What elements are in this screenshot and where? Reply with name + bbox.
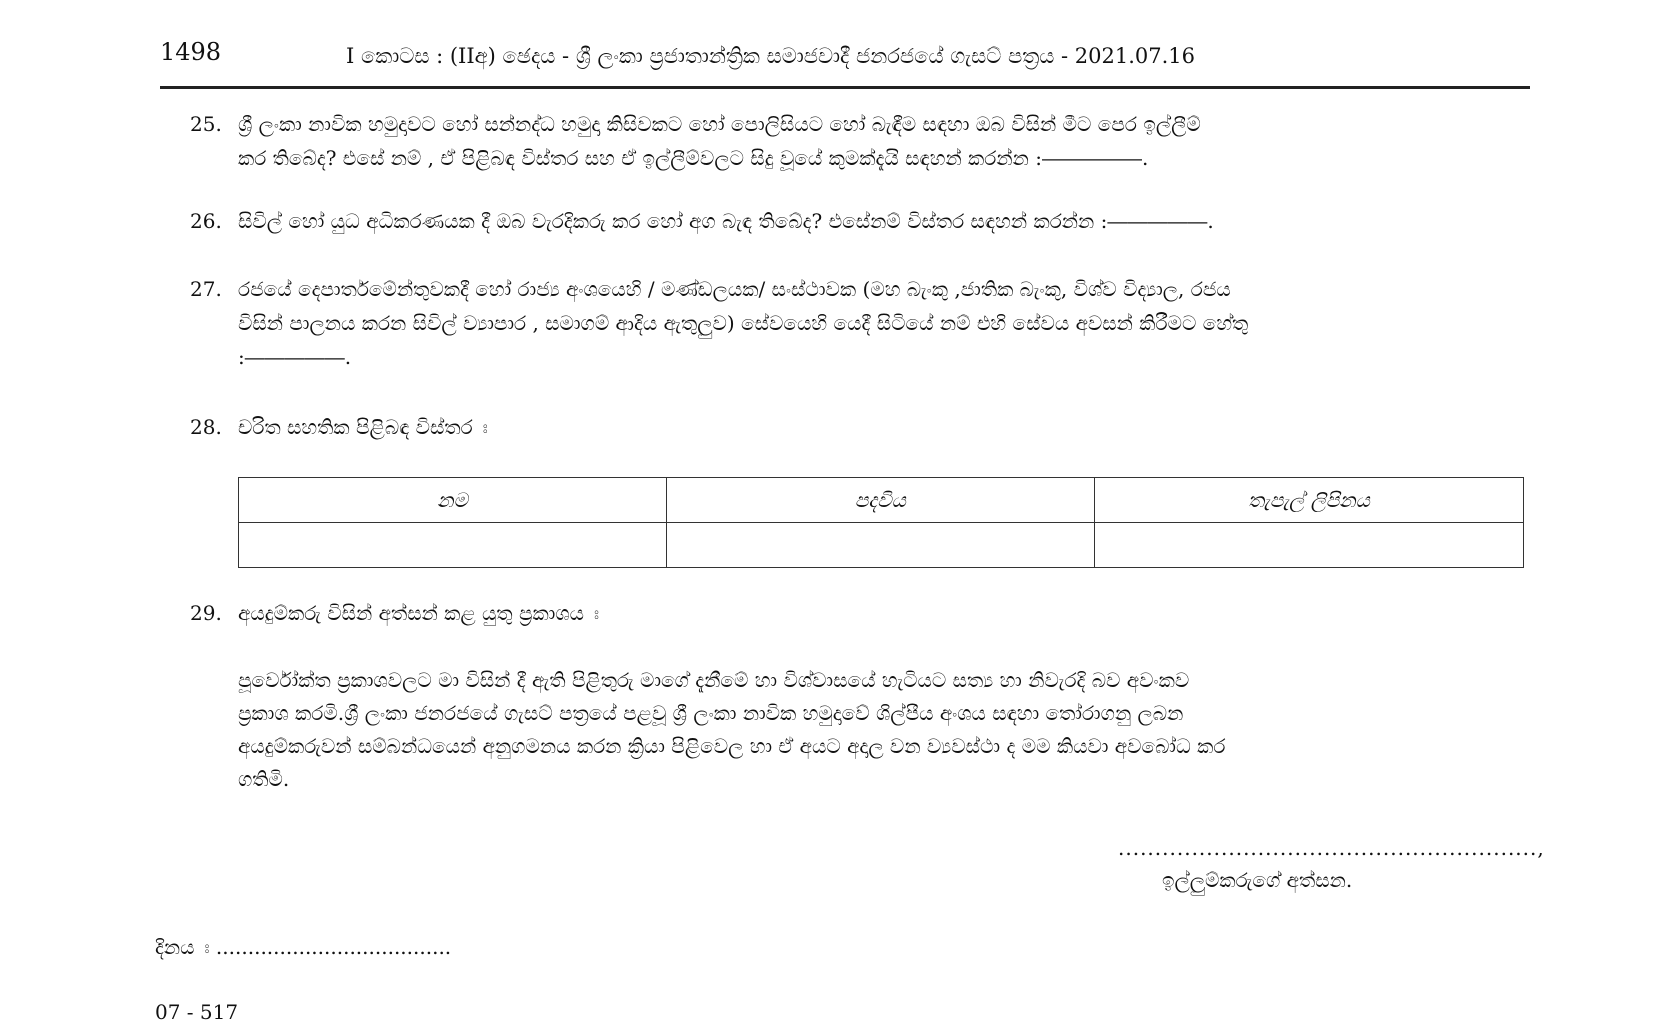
declaration-line: ප්‍රකාශ කරමි.ශ්‍රී ලංකා ජනරජයේ ගැසට් පත්‍රයේ පළවූ ශ්‍රී ලංකා නාවික හමුදාවේ ශිල්පීය අංශය සඳහා තෝරාගනු ලබන — [238, 701, 1184, 725]
declaration-paragraph — [238, 664, 1528, 796]
character-reference-table — [238, 477, 1524, 568]
page-number: 1498 — [160, 38, 222, 66]
question-number: 27. — [190, 277, 222, 301]
postal-address-cell[interactable] — [1094, 523, 1523, 568]
question-number: 25. — [190, 112, 222, 136]
question-text-line: ශ්‍රී ලංකා නාවික හමුදාවට හෝ සන්නද්ධ හමුදා කිසිවකට හෝ පොලිසියට හෝ බැඳීම සඳහා ඔබ විසින් මීට පෙර ඉල්ලීම් — [238, 112, 1201, 136]
signature-label: ඉල්ලුම්කරුගේ අත්සන. — [1162, 868, 1353, 892]
column-header-postal-address: තැපැල් ලිපිනය — [1094, 478, 1523, 523]
question-text-line: රජයේ දෙපාර්තමේන්තුවකදී හෝ රාජ්‍ය අංශයෙහි / මණ්ඩලයක/ සංස්ථාවක (මහ බැංකු ,ජාතික බැංකු, විශ්ව විද්‍යාල, රජය — [238, 277, 1231, 301]
footer-code: 07 - 517 — [155, 1000, 239, 1024]
question-text-line: :―――――. — [238, 345, 352, 369]
designation-cell[interactable] — [666, 523, 1094, 568]
question-text-line: සිවිල් හෝ යුධ අධිකරණයක දී ඔබ වැරදිකරු කර හෝ අග බැඳ තිබේද? එසේනම් විස්තර සඳහන් කරන්න :―――――. — [238, 209, 1214, 233]
name-cell[interactable] — [239, 523, 667, 568]
column-header-designation: පදවිය — [666, 478, 1094, 523]
header-rule — [160, 86, 1530, 89]
question-number: 28. — [190, 415, 222, 439]
declaration-line: පූර්වෝක්ත ප්‍රකාශවලට මා විසින් දී ඇති පිළිතුරු මාගේ දැනීමේ හා විශ්වාසයේ හැටියට සත්‍ය හා නිවැරදි බව අවංකව — [238, 668, 1190, 692]
question-text-line: කර තිබේද? එසේ නම් , ඒ පිළිබඳ විස්තර සහ ඒ ඉල්ලීම්වලට සිදු වූයේ කුමක්දැයි සඳහන් කරන්න :―――――. — [238, 146, 1149, 170]
question-text-line: අයදුම්කරු විසින් අත්සන් කළ යුතු ප්‍රකාශය ඃ — [238, 601, 600, 625]
question-number: 29. — [190, 601, 222, 625]
question-text-line: විසින් පාලනය කරන සිවිල් ව්‍යාපාර , සමාගම් ආදිය ඇතුලුව) සේවයෙහි යෙදී සිටියේ නම් එහි සේවය අවසන් කිරීමට හේතු — [238, 311, 1249, 335]
declaration-line: අයදුම්කරුවන් සම්බන්ධයෙන් අනුගමනය කරන ක්‍රියා පිළිවෙල හා ඒ අයට අදාල වන ව්‍යවස්ථා ද මම කියවා අවබෝධ කර — [238, 734, 1226, 758]
question-text-line: චරිත සහතික පිළිබඳ විස්තර ඃ — [238, 415, 488, 439]
table-row — [239, 523, 1524, 568]
column-header-name: නම — [239, 478, 667, 523]
question-number: 26. — [190, 209, 222, 233]
declaration-line: ගතිමි. — [238, 767, 290, 791]
date-field[interactable]: දිනය ඃ ..................................... — [155, 935, 452, 959]
running-header: I කොටස : (IIඅ) ඡෙදය - ශ්‍රී ලංකා ප්‍රජාතාන්ත්‍රික සමාජවාදී ජනරජයේ ගැසට් පත්‍රය - 2021.07.16 — [346, 44, 1196, 68]
table-header-row — [239, 478, 1524, 523]
signature-line[interactable]: ........................................................., — [1118, 836, 1545, 860]
